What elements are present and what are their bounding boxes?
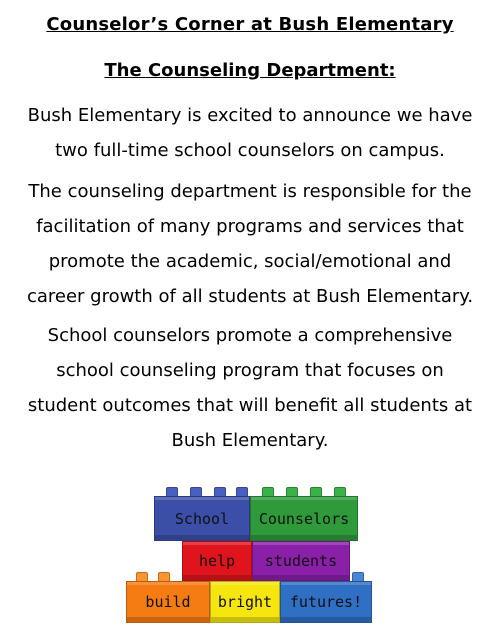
brick-label: students xyxy=(264,552,338,570)
brick-stud xyxy=(262,487,274,496)
brick-label: Counselors xyxy=(258,509,350,528)
brick-students xyxy=(252,541,350,581)
paragraph-line: two full-time school counselors on campus. xyxy=(55,140,445,161)
brick-stud xyxy=(166,487,178,496)
brick-help xyxy=(182,541,252,581)
brick-stud xyxy=(286,487,298,496)
brick-stud xyxy=(352,572,364,581)
paragraph-line: School counselors promote a comprehensive xyxy=(47,325,453,346)
brick-build xyxy=(126,581,210,623)
page-title: Counselor’s Corner at Bush Elementary xyxy=(46,14,454,35)
brick-label: build xyxy=(145,593,191,611)
brick-stud xyxy=(190,487,202,496)
brick-stud xyxy=(136,572,148,581)
brick-label: bright xyxy=(217,593,273,611)
section-heading: The Counseling Department: xyxy=(104,60,396,81)
brick-counselors xyxy=(250,496,358,541)
paragraph-line: facilitation of many programs and services that xyxy=(36,216,464,237)
brick-stud xyxy=(214,487,226,496)
brick-label: School xyxy=(174,509,230,528)
brick-stud xyxy=(310,487,322,496)
brick-stud xyxy=(158,572,170,581)
paragraph-line: school counseling program that focuses on xyxy=(56,360,444,381)
paragraph-line: The counseling department is responsible for the xyxy=(28,181,472,202)
paragraph-line: Bush Elementary is excited to announce we have xyxy=(27,105,473,126)
paragraph-announcement xyxy=(0,98,500,168)
paragraph-program xyxy=(0,318,500,458)
brick-bright xyxy=(210,581,280,623)
paragraph-line: promote the academic, social/emotional and xyxy=(48,251,452,272)
brick-stud xyxy=(334,487,346,496)
paragraph-line: student outcomes that will benefit all students at xyxy=(27,395,473,416)
paragraph-line: career growth of all students at Bush Elementary. xyxy=(26,286,474,307)
brick-school xyxy=(154,496,250,541)
paragraph-responsibilities xyxy=(0,174,500,314)
brick-stud xyxy=(236,487,248,496)
brick-label: help xyxy=(198,552,236,570)
brick-label: futures! xyxy=(289,593,363,611)
paragraph-line: Bush Elementary. xyxy=(171,430,329,451)
brick-futures xyxy=(280,581,372,623)
